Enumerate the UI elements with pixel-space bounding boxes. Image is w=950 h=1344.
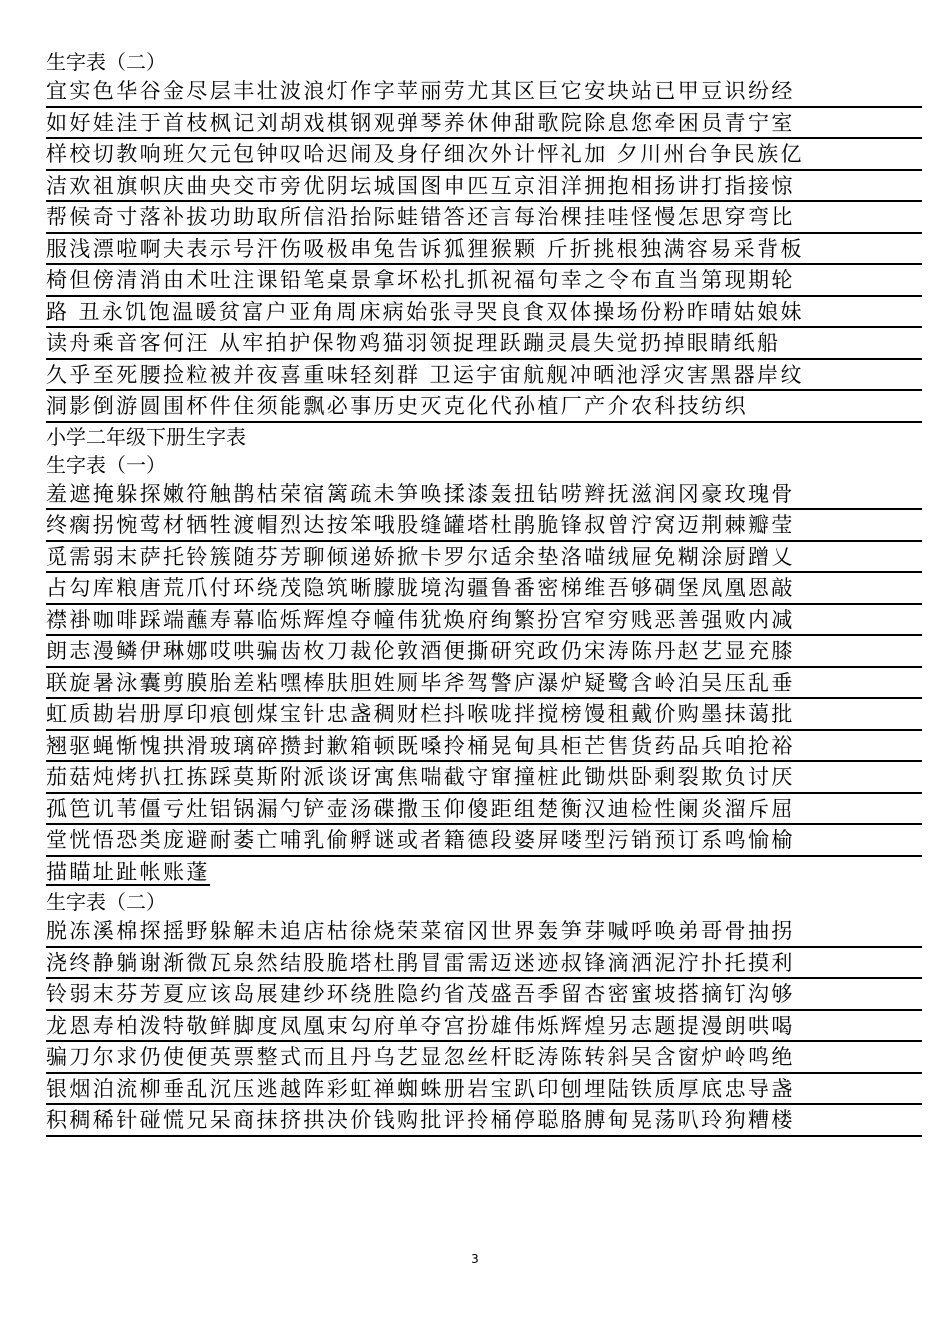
character-line-text: 龙恩寿柏泼特敬鲜脚度凤凰束勾府单夺宫扮雄伟烁辉煌另志题提漫朗哄喝 bbox=[46, 1013, 795, 1038]
character-line bbox=[46, 948, 922, 980]
character-line-text: 洁欢祖旗帜庆曲央交市旁优阴坛城国图申匹互京泪洋拥抱相扬讲打指接惊 bbox=[46, 173, 795, 198]
character-line-text: 描瞄址趾帐账蓬 bbox=[46, 859, 210, 884]
character-line-text: 堂恍悟恐类庞避耐萎亡哺乳偷孵谜或者籍德段婆屏喽型污销预订系鸣愉榆 bbox=[46, 828, 795, 852]
character-line bbox=[46, 76, 922, 108]
character-line bbox=[46, 391, 922, 423]
character-line bbox=[46, 825, 922, 857]
character-line-text: 茄菇炖烤扒扛拣踩莫斯附派谈讶寓焦喘截守窜撞桩此锄烘卧剩裂欺负讨厌 bbox=[46, 765, 795, 789]
character-line bbox=[46, 297, 922, 329]
character-line bbox=[46, 794, 922, 826]
character-line bbox=[46, 171, 922, 203]
character-line bbox=[46, 234, 922, 266]
document-body bbox=[46, 48, 922, 1137]
character-line-text: 久乎至死腰捡粒被并夜喜重味轻刻群 卫运宇宙航舰冲晒池浮灾害黑器岸纹 bbox=[46, 362, 804, 387]
character-line bbox=[46, 636, 922, 668]
section-heading-list2-lower: 生字表（二） bbox=[46, 890, 166, 914]
character-line-text: 占勾库粮唐荒爪付环绕茂隐筑晰朦胧境沟疆鲁番密梯维吾够碉堡凤凰恩敲 bbox=[46, 576, 795, 600]
character-line bbox=[46, 108, 922, 140]
character-line-text: 浇终静躺谢渐微瓦泉然结股脆塔杜鹃冒雷需迈迷迹叔锋滴洒泥泞扑托摸利 bbox=[46, 950, 795, 975]
character-line-text: 椅但傍清消由术吐注课铅笔桌景拿坏松扎抓祝福句幸之令布直当第现期轮 bbox=[46, 268, 795, 292]
section-heading-grade2-down: 小学二年级下册生字表 bbox=[46, 424, 246, 449]
character-line bbox=[46, 1105, 922, 1137]
character-line bbox=[46, 1042, 922, 1074]
character-line-text: 帮候奇寸落补拔功助取所信沿抬际蛙错答还言每治棵挂哇怪慢怎思穿弯比 bbox=[46, 205, 795, 229]
character-line bbox=[46, 510, 922, 542]
character-line-text: 如好娃洼于首枝枫记刘胡戏棋钢观弹琴养休伸甜歌院除息您牵困员青宁室 bbox=[46, 110, 795, 135]
character-line bbox=[46, 542, 922, 574]
character-line-text: 银烟泊流柳垂乱沉压逃越阵彩虹禅蜘蛛册岩宝趴印刨埋陆铁质厚底忠导盏 bbox=[46, 1076, 795, 1101]
character-line-text: 读舟乘音客何汪 从牢拍护保物鸡猫羽领捉理跃蹦灵晨失觉扔掉眼睛纸船 bbox=[46, 331, 781, 355]
character-line-text: 羞遮掩躲探嫩符触鹊枯荣宿篱疏未笋唤揉漆轰扭钻唠辫抚滋润冈豪玫瑰骨 bbox=[46, 481, 795, 506]
character-line-text: 联旋暑泳囊剪膜胎差粘嘿棒肤胆姓厕毕斧驾警庐瀑炉疑鹭含岭泊吴压乱垂 bbox=[46, 670, 795, 695]
character-line-text: 终瘸拐惋莺材牺牲渡帽烈达按笨哦股缝罐塔杜鹃脆锋叔曾泞窝迈荆棘瓣莹 bbox=[46, 513, 795, 537]
character-list-upper-2 bbox=[46, 76, 922, 423]
character-list-lower-1 bbox=[46, 479, 922, 889]
character-line bbox=[46, 762, 922, 794]
character-line-text: 骗刀尔求仍使便英票整式而且丹乌艺显忽丝杆眨涛陈转斜吴含窗炉岭鸣绝 bbox=[46, 1045, 795, 1069]
section-heading-list1-lower: 生字表（一） bbox=[46, 452, 166, 477]
character-line-text: 虹质勘岩册厚印痕刨煤宝针忠盏稠财栏抖喉咙拌搅榜馒租戴价购墨抹蔼批 bbox=[46, 702, 795, 726]
character-line-text: 积稠稀针碰慌兄呆商抹挤拱决价钱购批评拎桶停聪胳膊甸晃荡叭玲狗糟楼 bbox=[46, 1108, 795, 1132]
character-line bbox=[46, 479, 922, 511]
character-list-lower-2 bbox=[46, 916, 922, 1137]
character-line-text: 孤笆讥苇僵亏灶铝锅漏勺铲壶汤碟撒玉仰傻距组楚衡汉迪检性阑炎溜斥屈 bbox=[46, 796, 795, 821]
character-line-text: 翘驱蝇惭愧拱滑玻璃碎攒封歉箱顿既嗓拎桶晃甸具柜芒售货药品兵咱抢裕 bbox=[46, 733, 795, 758]
character-line-text: 铃弱末芬芳夏应该岛展建纱环绕胜隐约省茂盛吾季留杏密蜜坡搭摘钉沟够 bbox=[46, 982, 795, 1006]
character-line-text: 脱冻溪棉探摇野躲解未追店枯徐烧荣菜宿冈世界轰笋芽喊呼唤弟哥骨抽拐 bbox=[46, 919, 795, 943]
character-line bbox=[46, 360, 922, 392]
character-line bbox=[46, 265, 922, 297]
character-line bbox=[46, 573, 922, 605]
character-line bbox=[46, 916, 922, 948]
character-line bbox=[46, 857, 922, 889]
character-line bbox=[46, 1011, 922, 1043]
section-heading-list2-upper: 生字表（二） bbox=[46, 50, 166, 74]
character-line bbox=[46, 668, 922, 700]
character-line bbox=[46, 202, 922, 234]
character-line bbox=[46, 979, 922, 1011]
character-line bbox=[46, 731, 922, 763]
character-line-text: 宜实色华谷金尽层丰壮波浪灯作字苹丽劳尤其区巨它安块站已甲豆识纷经 bbox=[46, 79, 795, 103]
character-line-text: 洞影倒游圆围杯件住须能飘必事历史灭克化代孙植厂产介农科技纺织 bbox=[46, 394, 748, 418]
character-line bbox=[46, 328, 922, 360]
character-line-text: 襟褂咖啡踩端蘸寿幕临烁辉煌夺幢伟犹焕府绚繁扮宫窄穷贱恶善强败内减 bbox=[46, 607, 795, 632]
character-line bbox=[46, 139, 922, 171]
character-line bbox=[46, 605, 922, 637]
character-line-text: 觅需弱末萨托铃簇随芬芳聊倾递娇掀卡罗尔适余垫洛喵绒屉免糊涂厨蹭乂 bbox=[46, 544, 795, 569]
character-line bbox=[46, 699, 922, 731]
character-line-text: 朗志漫鳞伊琳娜哎哄骗齿枚刀裁伦敦酒便撕研究政仍宋涛陈丹赵艺显充膝 bbox=[46, 639, 795, 663]
character-line-text: 样校切教响班欠元包钟叹哈迟闹及身仔细次外计怦礼加 夕川州台争民族亿 bbox=[46, 142, 804, 166]
page-number: 3 bbox=[471, 1252, 479, 1266]
character-line-text: 服浅漂啦啊夫表示号汗伤吸极串兔告诉狐狸猴颗 斤折挑根独满容易采背板 bbox=[46, 236, 804, 261]
character-line-text: 路 丑永饥饱温暖贫富户亚角周床病始张寻哭良食双体操场份粉昨晴姑娘妹 bbox=[46, 299, 804, 324]
character-line bbox=[46, 1074, 922, 1106]
